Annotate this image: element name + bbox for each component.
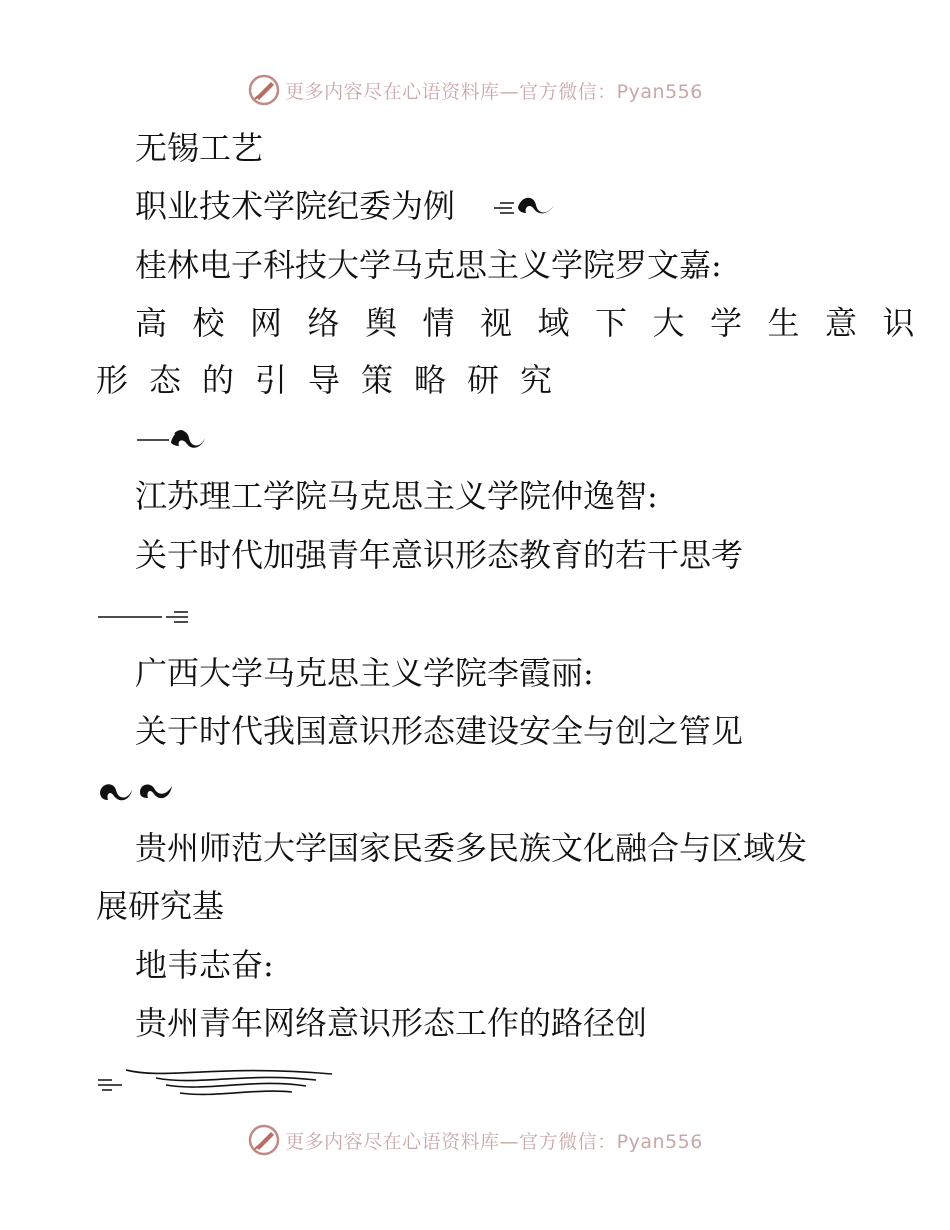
wave-lines-ornament-icon <box>96 1066 336 1100</box>
text-line: 贵州青年网络意识形态工作的路径创 <box>135 1004 648 1042</box>
text-line: 无锡工艺 <box>135 129 264 167</box>
text-line: 形态的引导策略研究 <box>96 361 574 399</box>
text-line: 展研究基 <box>96 887 225 925</box>
line-dash-ornament-icon <box>96 606 196 626</box>
dash-scroll-ornament-icon <box>492 193 558 221</box>
text-line: 关于时代加强青年意识形态教育的若干思考 <box>135 536 744 574</box>
watermark-header <box>0 70 950 110</box>
text-line: 桂林电子科技大学马克思主义学院罗文嘉: <box>135 246 722 284</box>
text-line: 江苏理工学院马克思主义学院仲逸智: <box>135 477 658 515</box>
text-line: 职业技术学院纪委为例 <box>135 187 456 225</box>
watermark-text: 更多内容尽在心语资料库—官方微信：Pyan556 <box>285 1130 703 1153</box>
watermark-text: 更多内容尽在心语资料库—官方微信：Pyan556 <box>285 80 703 103</box>
double-scroll-ornament-icon <box>96 778 176 806</box>
text-line: 地韦志奋: <box>135 946 274 984</box>
text-line: 贵州师范大学国家民委多民族文化融合与区域发 <box>135 829 808 867</box>
text-line: 关于时代我国意识形态建设安全与创之管见 <box>135 712 744 750</box>
quill-logo-icon <box>247 73 281 107</box>
quill-logo-icon <box>247 1123 281 1157</box>
text-line: 广西大学马克思主义学院李霞丽: <box>135 654 594 692</box>
text-line: 高校网络舆情视域下大学生意识 <box>135 304 941 342</box>
watermark-footer <box>0 1120 950 1160</box>
scroll-flourish-icon <box>135 424 209 454</box>
